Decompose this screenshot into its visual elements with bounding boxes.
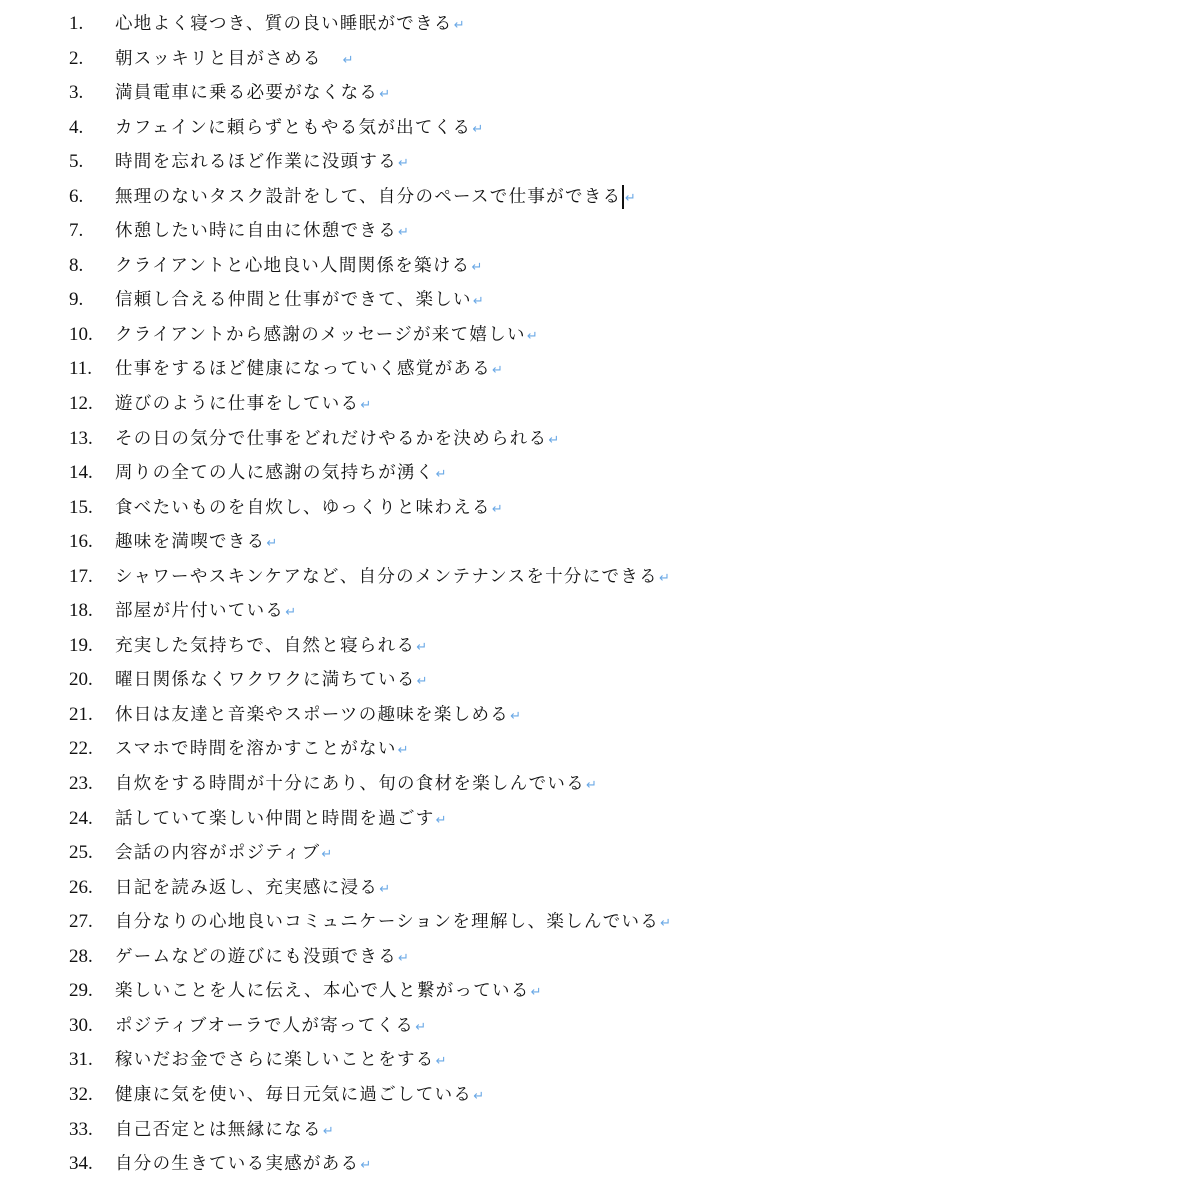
list-item-number: 22. <box>69 738 93 760</box>
paragraph-mark-icon: ↵ <box>472 121 484 137</box>
text-cursor-caret <box>622 185 624 209</box>
list-item-text-wrap[interactable] <box>115 871 390 908</box>
list-item-text: 仕事をするほど健康になっていく感覚がある <box>115 359 491 380</box>
list-item-number: 28. <box>69 945 93 967</box>
list-item-text: 趣味を満喫できる <box>115 532 266 553</box>
list-item-text: 曜日関係なくワクワクに満ちている <box>115 670 416 691</box>
list-item-number: 29. <box>69 980 93 1002</box>
paragraph-mark-icon: ↵ <box>416 674 428 690</box>
list-item-number: 19. <box>69 634 93 656</box>
list-item-number: 26. <box>69 876 93 898</box>
paragraph-mark-icon: ↵ <box>379 881 391 897</box>
list-item-text-wrap[interactable] <box>115 283 484 320</box>
list-item-number: 27. <box>69 911 93 933</box>
paragraph-mark-icon: ↵ <box>510 708 522 724</box>
list-item-text: 無理のないタスク設計をして、自分のペースで仕事ができる <box>115 186 622 207</box>
paragraph-mark-icon: ↵ <box>398 156 409 172</box>
list-item-text-wrap[interactable] <box>115 180 636 217</box>
list-item-text-wrap[interactable] <box>115 629 427 666</box>
list-item-text-wrap[interactable] <box>115 145 409 182</box>
list-item-number: 20. <box>69 669 93 691</box>
list-item-text: 休憩したい時に自由に休憩できる <box>115 221 397 242</box>
list-item-number: 17. <box>69 565 93 587</box>
list-item-number: 24. <box>69 807 93 829</box>
list-item-text: 自炊をする時間が十分にあり、旬の食材を楽しんでいる <box>115 774 585 795</box>
paragraph-mark-icon: ↵ <box>586 778 597 794</box>
list-item-number: 16. <box>69 531 93 553</box>
list-item-text: クライアントから感謝のメッセージが来て嬉しい <box>115 324 526 345</box>
paragraph-mark-icon: ↵ <box>530 985 542 1001</box>
paragraph-mark-icon: ↵ <box>398 950 409 966</box>
paragraph-mark-icon: ↵ <box>360 1158 372 1174</box>
list-item-number: 18. <box>69 600 93 622</box>
list-item-number: 13. <box>69 427 93 449</box>
list-item-text: 日記を読み返し、充実感に浸る <box>115 877 379 898</box>
list-item-text-wrap[interactable] <box>115 525 277 562</box>
list-item-text: ポジティブオーラで人が寄ってくる <box>115 1015 415 1036</box>
list-item-number: 5. <box>69 151 84 173</box>
paragraph-mark-icon: ↵ <box>285 605 297 621</box>
list-item-text-wrap[interactable] <box>115 1043 447 1080</box>
paragraph-mark-icon: ↵ <box>342 52 354 68</box>
paragraph-mark-icon: ↵ <box>435 812 447 828</box>
list-item-number: 12. <box>69 393 93 415</box>
list-item-text-wrap[interactable] <box>115 836 332 873</box>
list-item-text: 心地よく寝つき、質の良い睡眠ができる <box>115 14 453 34</box>
list-item-number: 23. <box>69 773 93 795</box>
list-item-text-wrap[interactable] <box>115 767 597 804</box>
list-item-text-wrap[interactable] <box>115 7 465 44</box>
paragraph-mark-icon: ↵ <box>492 363 503 379</box>
paragraph-mark-icon: ↵ <box>471 259 483 275</box>
paragraph-mark-icon: ↵ <box>415 1019 427 1035</box>
list-item-number: 21. <box>69 703 93 725</box>
list-item-text: 部屋が片付いている <box>115 601 285 622</box>
paragraph-mark-icon: ↵ <box>660 916 672 932</box>
list-item-text-wrap[interactable] <box>115 698 521 735</box>
list-item-text: クライアントと心地良い人間関係を築ける <box>115 255 471 276</box>
paragraph-mark-icon: ↵ <box>548 432 560 448</box>
list-item-text: 話していて楽しい仲間と時間を過ごす <box>115 808 435 829</box>
paragraph-mark-icon: ↵ <box>658 570 670 586</box>
list-item-text: 自己否定とは無縁になる <box>115 1119 322 1140</box>
list-item-text-wrap[interactable] <box>115 1009 426 1046</box>
list-item-text: シャワーやスキンケアなど、自分のメンテナンスを十分にできる <box>115 566 658 587</box>
list-item-text-wrap[interactable] <box>115 1078 484 1115</box>
list-item-text-wrap[interactable] <box>115 249 482 286</box>
paragraph-mark-icon: ↵ <box>398 225 409 241</box>
list-item-text-wrap[interactable] <box>115 422 559 459</box>
paragraph-mark-icon: ↵ <box>360 398 372 414</box>
list-item-text: 休日は友達と音楽やスポーツの趣味を楽しめる <box>115 704 510 725</box>
list-item-text-wrap[interactable] <box>115 387 371 424</box>
list-item-number: 1. <box>69 13 84 34</box>
list-item-text-wrap[interactable] <box>115 905 671 942</box>
list-item-text-wrap[interactable] <box>115 491 503 528</box>
list-item-text-wrap[interactable] <box>115 663 428 700</box>
list-item-text-wrap[interactable] <box>115 974 542 1011</box>
list-item-number: 34. <box>69 1153 93 1175</box>
paragraph-mark-icon: ↵ <box>435 1054 447 1070</box>
paragraph-mark-icon: ↵ <box>266 536 278 552</box>
list-item-text-wrap[interactable] <box>115 214 409 251</box>
list-item-number: 10. <box>69 323 93 345</box>
list-item-text-wrap[interactable] <box>115 76 390 113</box>
paragraph-mark-icon: ↵ <box>453 18 465 33</box>
list-item-text-wrap[interactable] <box>115 352 503 389</box>
list-item-number: 4. <box>69 116 84 138</box>
list-item-text: 信頼し合える仲間と仕事ができて、楽しい <box>115 290 472 311</box>
list-item-text-wrap[interactable] <box>115 318 538 355</box>
list-item-text: 自分の生きている実感がある <box>115 1154 360 1175</box>
list-item-text-wrap[interactable] <box>115 802 447 839</box>
paragraph-mark-icon: ↵ <box>473 1088 485 1104</box>
paragraph-mark-icon: ↵ <box>416 639 428 655</box>
paragraph-mark-icon: ↵ <box>321 847 333 863</box>
list-item-text: 健康に気を使い、毎日元気に過ごしている <box>115 1084 473 1105</box>
list-item-text-wrap[interactable] <box>115 111 483 148</box>
paragraph-mark-icon: ↵ <box>491 501 503 517</box>
list-item-number: 14. <box>69 462 93 484</box>
paragraph-mark-icon: ↵ <box>379 87 391 103</box>
list-item-text: 会話の内容がポジティブ <box>115 843 321 864</box>
list-item-text-wrap[interactable] <box>115 456 447 493</box>
list-item-number: 11. <box>69 358 93 380</box>
list-item-number: 9. <box>69 289 84 311</box>
paragraph-mark-icon: ↵ <box>397 743 409 759</box>
list-item-text: 時間を忘れるほど作業に没頭する <box>115 152 397 173</box>
list-item-text-wrap[interactable] <box>115 594 296 631</box>
list-item-number: 6. <box>69 185 84 207</box>
list-item-number: 31. <box>69 1049 93 1071</box>
list-item-text: 充実した気持ちで、自然と寝られる <box>115 635 416 656</box>
list-item-text: スマホで時間を溶かすことがない <box>115 739 397 760</box>
list-item-text-wrap[interactable] <box>115 940 409 977</box>
paragraph-mark-icon: ↵ <box>526 328 538 344</box>
list-item-number: 33. <box>69 1118 93 1140</box>
list-item-text: 周りの全ての人に感謝の気持ちが湧く <box>115 463 435 484</box>
paragraph-mark-icon: ↵ <box>322 1123 334 1139</box>
list-item-text-wrap[interactable] <box>115 42 354 79</box>
list-item-text: 朝スッキリと目がさめる <box>115 48 322 69</box>
paragraph-mark-icon: ↵ <box>435 467 447 483</box>
list-item-text: 楽しいことを人に伝え、本心で人と繋がっている <box>115 981 530 1002</box>
list-item-number: 30. <box>69 1014 93 1036</box>
paragraph-mark-icon: ↵ <box>624 190 636 206</box>
list-item-text: その日の気分で仕事をどれだけやるかを決められる <box>115 428 548 449</box>
list-item-number: 8. <box>69 254 84 276</box>
list-item-text: 自分なりの心地良いコミュニケーションを理解し、楽しんでいる <box>115 912 660 933</box>
list-item-number: 3. <box>69 82 84 104</box>
list-item-text: ゲームなどの遊びにも没頭できる <box>115 946 397 967</box>
list-item-text: 満員電車に乗る必要がなくなる <box>115 83 379 104</box>
list-item-number: 7. <box>69 220 84 242</box>
list-item-text: 食べたいものを自炊し、ゆっくりと味わえる <box>115 497 491 518</box>
paragraph-mark-icon: ↵ <box>472 294 484 310</box>
list-item-text-wrap[interactable] <box>115 1147 371 1184</box>
list-item-number: 2. <box>69 47 84 69</box>
list-item-text: カフェインに頼らずともやる気が出てくる <box>115 117 472 138</box>
list-item-number: 15. <box>69 496 93 518</box>
list-item-text: 稼いだお金でさらに楽しいことをする <box>115 1050 435 1071</box>
list-item-number: 32. <box>69 1083 93 1105</box>
list-item-text-wrap[interactable] <box>115 1113 334 1150</box>
list-item-text-wrap[interactable] <box>115 732 409 769</box>
list-item-text-wrap[interactable] <box>115 560 670 597</box>
list-item-text: 遊びのように仕事をしている <box>115 394 360 415</box>
list-item-number: 25. <box>69 842 93 864</box>
